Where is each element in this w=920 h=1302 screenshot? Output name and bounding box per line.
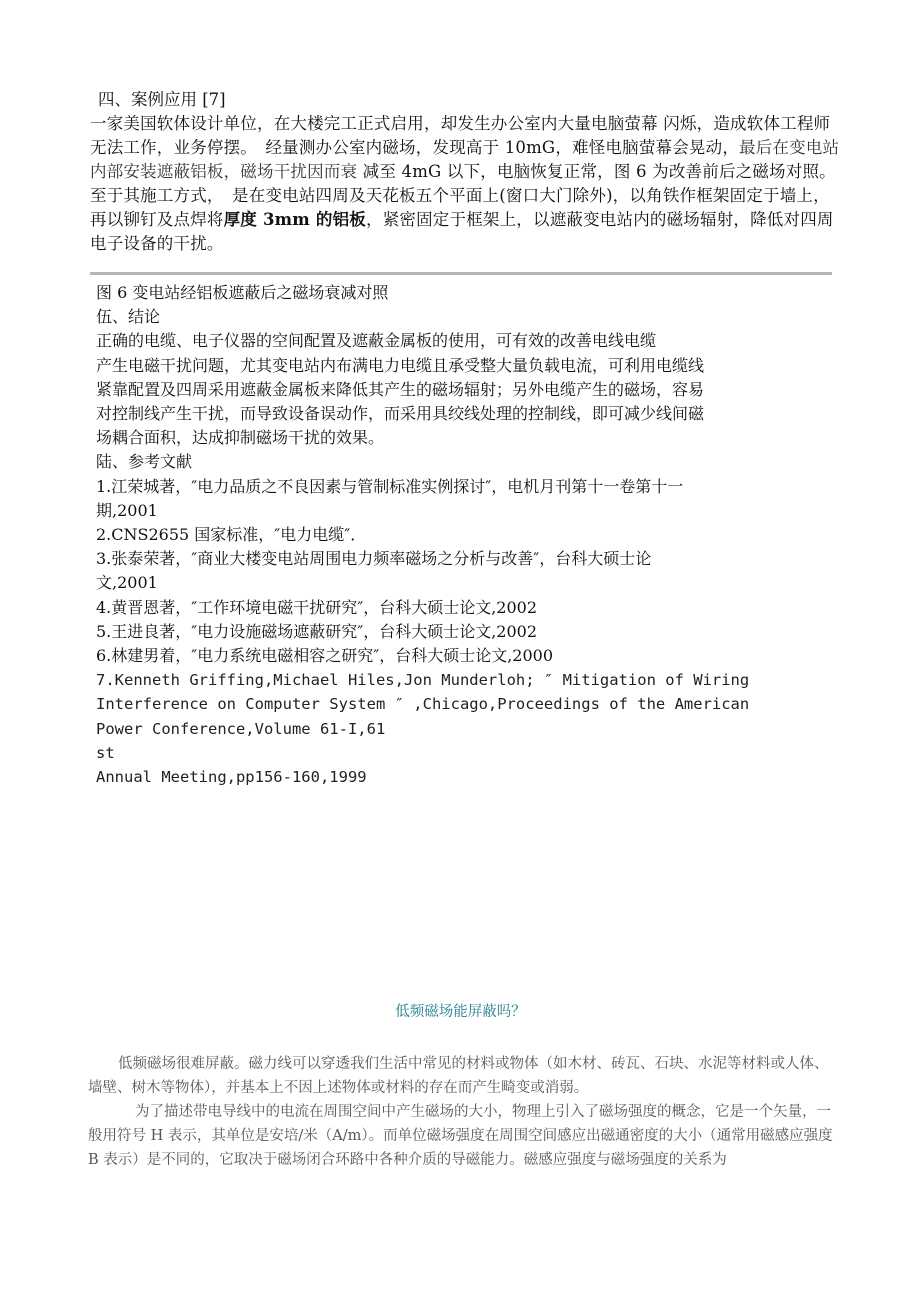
conclusion-line: 产生电磁干扰问题，尤其变电站内布满电力电缆且承受整大量负载电流，可利用电缆线 bbox=[96, 355, 705, 375]
horizontal-divider bbox=[90, 272, 832, 275]
section-low-frequency bbox=[88, 1000, 833, 1172]
case-paragraph bbox=[90, 112, 845, 256]
low-frequency-paragraph-2: 为了描述带电导线中的电流在周围空间中产生磁场的大小，物理上引入了磁场强度的概念，它是一个矢量，一般用符号 H 表示，其单位是安培/米（A/m）。而单位磁场强度在周围空间感应出磁通密度的大小（通常用磁感应强度 B 表示）是不同的，它取决于磁场闭合环路中各种介质的导磁能力。磁感应强度与磁场强度的关系为 bbox=[88, 1104, 833, 1168]
case-text-part1: 一家美国软体设计单位，在大楼完工正式启用，却发生办公室内大量电脑萤幕 闪烁，造成软体工程师无法工作，业务停摆。 经量测办公室内磁场，发现高于 10mG，难怪电脑萤幕会晃动， bbox=[90, 114, 831, 157]
conclusion-line: 正确的电缆、电子仪器的空间配置及遮蔽金属板的使用，可有效的改善电线电缆 bbox=[96, 331, 657, 351]
reference-7-line: Power Conference,Volume 61-I,61 bbox=[96, 719, 386, 738]
section-case-application bbox=[90, 88, 845, 256]
section-4-heading: 四、案例应用 [7] bbox=[98, 90, 226, 109]
reference-line: 1.江荣城著，″电力品质之不良因素与管制标准实例探讨″，电机月刊第十一卷第十一 bbox=[96, 476, 684, 496]
conclusion-line: 对控制线产生干扰，而导致设备误动作，而采用具绞线处理的控制线，即可减少线间磁 bbox=[96, 404, 705, 424]
conclusion-line: 场耦合面积，达成抑制磁场干扰的效果。 bbox=[96, 428, 385, 448]
case-text-part2: 减至 4mG 以下，电脑恢复正常，图 6 为改善前后之磁场对照。 至于其施工方式， 是在变电站四周及天花板五个平面上(窗口大门除外)，以角铁作框架固定于墙上， 再以铆钉及点焊将 bbox=[90, 162, 845, 229]
reference-7-line: Annual Meeting,pp156-160,1999 bbox=[96, 768, 367, 787]
low-frequency-paragraph-1: 低频磁场很难屏蔽。磁力线可以穿透我们生活中常见的材料或物体（如木材、砖瓦、石块、水泥等材料或人体、墙壁、树木等物体），并基本上不因上述物体或材料的存在而产生畸变或消弱。 bbox=[88, 1056, 829, 1096]
reference-line: 4.黄晋恩著，″工作环境电磁干扰研究″，台科大硕士论文,2002 bbox=[96, 597, 538, 617]
conclusion-line: 紧靠配置及四周采用遮蔽金属板来降低其产生的磁场辐射；另外电缆产生的磁场，容易 bbox=[96, 379, 705, 399]
reference-7-line: Interference on Computer System ″ ,Chicago,Proceedings of the American bbox=[96, 695, 750, 714]
case-text-bold: 厚度 3mm 的铝板 bbox=[223, 210, 366, 229]
section-5-heading: 伍、结论 bbox=[96, 307, 161, 327]
reference-line: 3.张泰荣著，″商业大楼变电站周围电力频率磁场之分析与改善″，台科大硕士论 bbox=[96, 549, 652, 569]
reference-line: 文,2001 bbox=[96, 573, 158, 593]
reference-line: 期,2001 bbox=[96, 500, 158, 520]
case-text-part3: ，紧密固定于框架上，以遮蔽变电站内的磁场辐射，降低对四周电子设备的干扰。 bbox=[90, 210, 834, 253]
reference-line: 6.林建男着，″电力系统电磁相容之研究″，台科大硕士论文,2000 bbox=[96, 646, 554, 666]
reference-7-line: 7.Kenneth Griffing,Michael Hiles,Jon Munderloh; ″ Mitigation of Wiring bbox=[96, 671, 750, 690]
reference-line: 2.CNS2655 国家标准，″电力电缆″． bbox=[96, 525, 367, 545]
case-text-faint: 最后在变电站内部安装遮蔽铝板，磁场干扰因而衰 bbox=[90, 138, 840, 181]
low-frequency-title: 低频磁场能屏蔽吗？ bbox=[395, 1004, 526, 1020]
figure-6-caption: 图 6 变电站经铝板遮蔽后之磁场衰减对照 bbox=[96, 283, 389, 302]
section-conclusion-references bbox=[96, 281, 816, 789]
section-6-heading: 陆、参考文献 bbox=[96, 452, 193, 472]
reference-line: 5.王进良著，″电力设施磁场遮蔽研究″，台科大硕士论文,2002 bbox=[96, 621, 538, 641]
reference-7-line: st bbox=[96, 743, 115, 762]
